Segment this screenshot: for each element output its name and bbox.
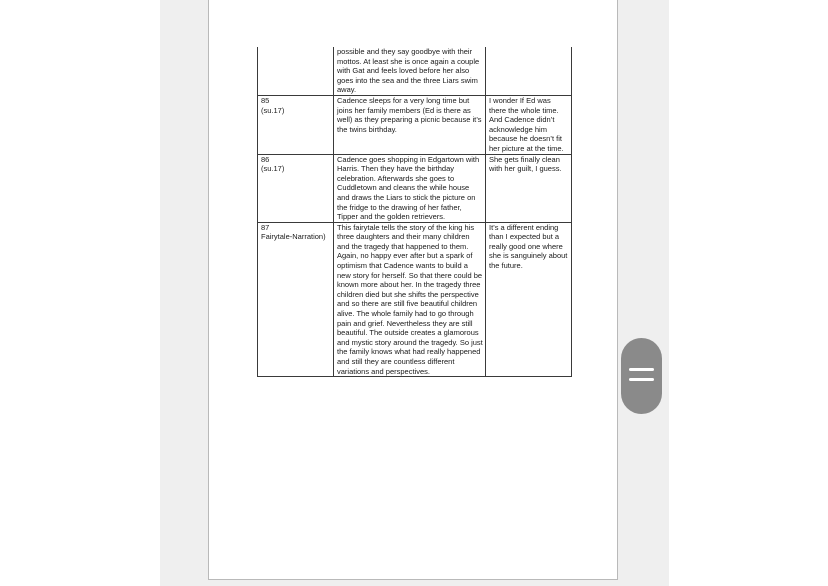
comment-cell: She gets finally clean with her guilt, I guess. — [486, 154, 572, 222]
table-row — [258, 95, 572, 154]
summary-cell: possible and they say goodbye with their mottos. At least she is once again a couple with Gat and feels loved before her also goes into the sea and the three Liars swim away. — [334, 47, 486, 95]
summary-cell: Cadence goes shopping in Edgartown with Harris. Then they have the birthday celebration. Afterwards she goes to Cuddletown and cleans the while house and draws the Liars to stick the picture on the fridge to the drawing of her father, Tipper and the golden retrievers. — [334, 154, 486, 222]
chapter-number: 85 — [261, 95, 270, 105]
table-row — [258, 47, 572, 95]
chapter-reference: Fairytale-Narration) — [261, 232, 326, 242]
summary-cell: This fairytale tells the story of the king his three daughters and their many children and the tragedy that happened to them. Again, no happy ever after but a spark of optimism that Cadence wants to build a new story for herself. So that there could be known more about her. In the tragedy three children died but she shifts the perspective and so there are still five beautiful children alive. The whole family had to go through pain and grief. Nevertheless they are still beautiful. The outside creates a glamorous and mystic story around the tragedy. So just the family knows what had really happened and still they are countless different variations and perspectives. — [334, 222, 486, 377]
table-row — [258, 154, 572, 222]
chapter-cell — [258, 95, 334, 154]
scroll-handle[interactable] — [621, 338, 662, 414]
chapter-reference: (su.17) — [261, 105, 285, 115]
chapter-cell — [258, 47, 334, 95]
comment-cell: I wonder If Ed was there the whole time. And Cadence didn’t acknowledge him because he doesn’t fit her picture at the time. — [486, 95, 572, 154]
reading-log-table — [257, 47, 572, 377]
comment-cell — [486, 47, 572, 95]
comment-cell: It’s a different ending than I expected but a really good one where she is sanguinely about the future. — [486, 222, 572, 377]
summary-cell: Cadence sleeps for a very long time but joins her family members (Ed is there as well) as they preparing a picnic because it’s the twins birthday. — [334, 95, 486, 154]
chapter-cell — [258, 222, 334, 377]
document-page — [208, 0, 618, 580]
chapter-number: 86 — [261, 154, 270, 164]
chapter-reference: (su.17) — [261, 164, 285, 174]
chapter-number: 87 — [261, 222, 270, 232]
table-row — [258, 222, 572, 377]
chapter-cell — [258, 154, 334, 222]
